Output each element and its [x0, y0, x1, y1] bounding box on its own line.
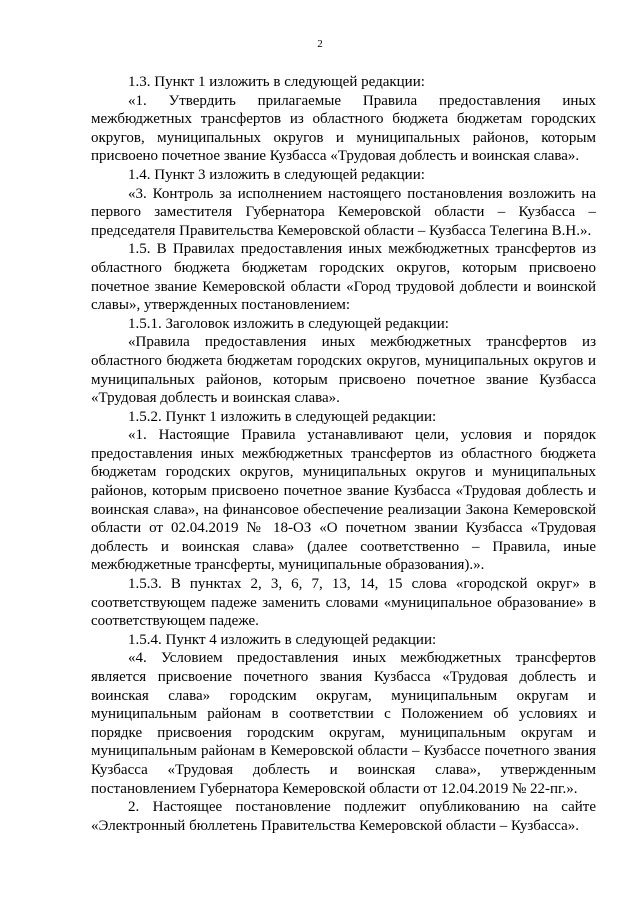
paragraph-1-5-1-text: «Правила предоставления иных межбюджетных трансфертов из областного бюджета бюджетам городских округов, муниципальных округов и муниципальных районов, которым присвоено почетное звание Кузбасса «Трудовая доблесть и воинская слава». — [91, 334, 596, 407]
paragraph-1-5-4: 1.5.4. Пункт 4 изложить в следующей редакции: — [128, 631, 437, 648]
paragraph-1-5-3: 1.5.3. В пунктах 2, 3, 6, 7, 13, 14, 15 слова «городской округ» в соответствующем падеже заменить словами «муниципальное образование» в соответствующем падеже. — [91, 576, 596, 630]
document-body — [91, 73, 596, 835]
paragraph-1-5: 1.5. В Правилах предоставления иных межбюджетных трансфертов из областного бюджета бюджетам городских округов, которым присвоено почетное звание Кемеровской области «Город трудовой доблести и воинской славы», утвержденных постановлением: — [91, 241, 596, 314]
paragraph-1-5-4-text: «4. Условием предоставления иных межбюджетных трансфертов является присвоение почетного звания Кузбасса «Трудовая доблесть и воинская слава» городским округам, муниципальным округам и муниципальным районам в соответствии с Положением об условиях и порядке присвоения городским округам, муниципальным округам и муниципальным районам в Кемеровской области – Кузбассе почетного звания Кузбасса «Трудовая доблесть и воинская слава», утвержденным постановлением Губернатора Кемеровской области от 12.04.2019 № 22-пг.». — [91, 650, 596, 797]
paragraph-1-5-2-text: «1. Настоящие Правила устанавливают цели, условия и порядок предоставления иных межбюджетных трансфертов из областного бюджета бюджетам городских округов, муниципальных округов и муниципальных районов, которым присвоено почетное звание Кузбасса «Трудовая доблесть и воинская слава», на финансовое обеспечение реализации Закона Кемеровской области от 02.04.2019 № 18-ОЗ «О почетном звании Кузбасса «Трудовая доблесть и воинская слава» (далее соответственно – Правила, иные межбюджетные трансферты, муниципальные образования).». — [91, 427, 596, 574]
paragraph-2: 2. Настоящее постановление подлежит опубликованию на сайте «Электронный бюллетень Правительства Кемеровской области – Кузбасса». — [91, 799, 596, 834]
paragraph-1-3-text: «1. Утвердить прилагаемые Правила предоставления иных межбюджетных трансфертов из областного бюджета бюджетам городских округов, муниципальных округов и муниципальных районов, которым присвоено почетное звание Кузбасса «Трудовая доблесть и воинская слава». — [91, 92, 596, 165]
paragraph-1-4-text: «3. Контроль за исполнением настоящего постановления возложить на первого заместителя Губернатора Кемеровской области – Кузбасса – председателя Правительства Кемеровской области – Кузбасса Телегина В.Н.». — [91, 185, 596, 239]
page-number: 2 — [317, 38, 323, 50]
paragraph-1-5-2: 1.5.2. Пункт 1 изложить в следующей редакции: — [128, 408, 437, 425]
paragraph-1-5-1: 1.5.1. Заголовок изложить в следующей редакции: — [128, 315, 449, 332]
paragraph-1-3: 1.3. Пункт 1 изложить в следующей редакции: — [128, 74, 425, 90]
paragraph-1-4: 1.4. Пункт 3 изложить в следующей редакции: — [128, 166, 425, 183]
